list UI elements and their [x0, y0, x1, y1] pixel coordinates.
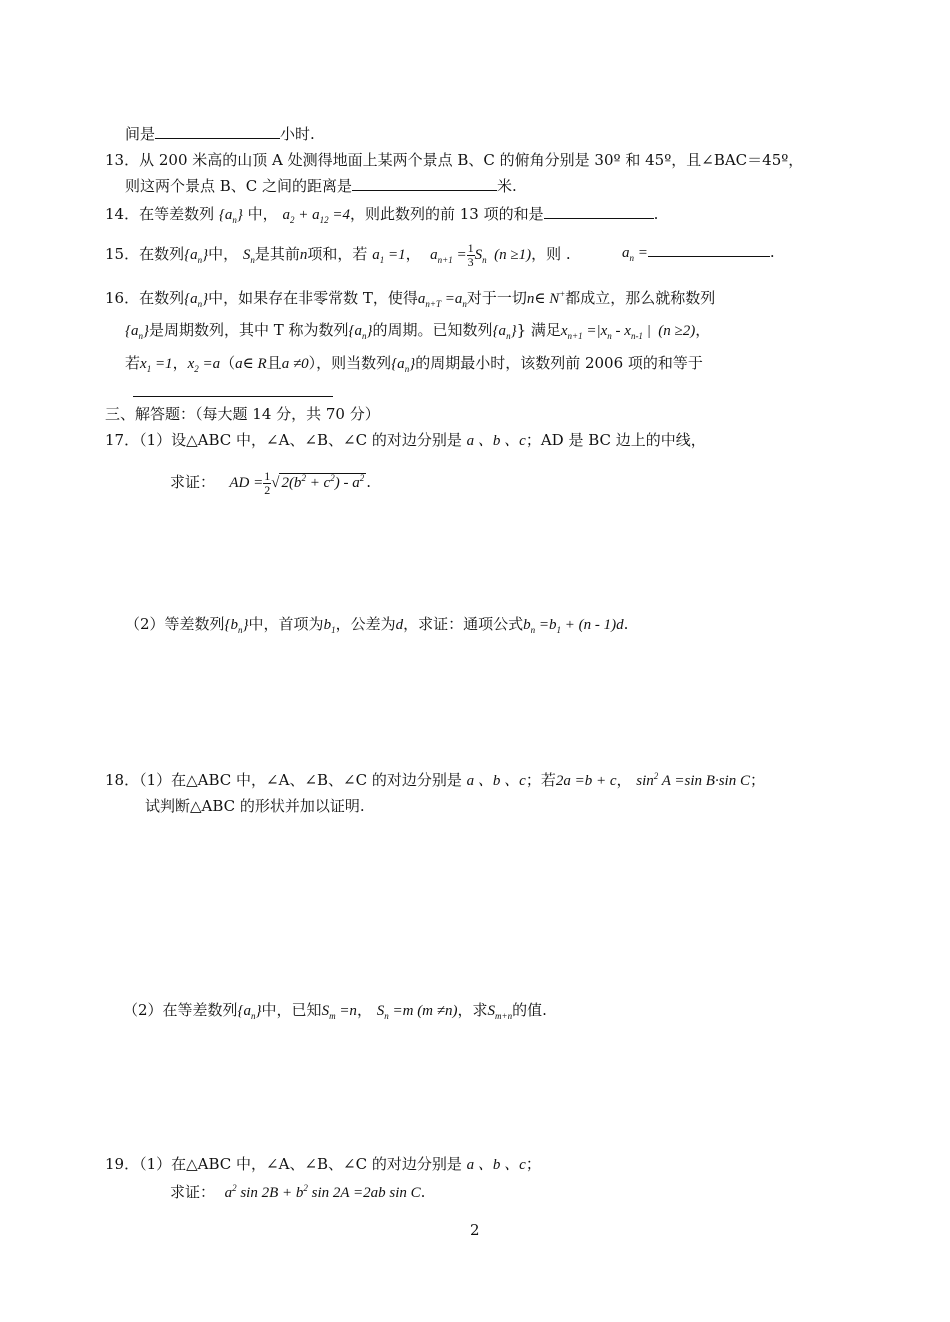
q16-l2-d: } 满足	[516, 321, 561, 339]
q16-x1: $x_1 =1$	[140, 356, 173, 374]
q19-prove: 求证：	[170, 1183, 216, 1201]
q15-blank[interactable]	[648, 242, 770, 257]
q16-l3-d: ），则当数列	[308, 354, 392, 372]
q18-p2-a: （2）在等差数列	[123, 1001, 238, 1019]
q17-d: d	[395, 617, 404, 633]
q16-l3-e: 的周期最小时，该数列前 2006 项的和等于	[415, 354, 703, 372]
q17-p2-a: （2）等差数列	[125, 615, 225, 633]
q16-l3-c: （	[220, 354, 236, 372]
q14-seq: $\{a_n\}$	[218, 207, 243, 225]
q16-seq4: $\{a_n\}$	[492, 323, 517, 341]
q13-text-b: 米.	[497, 177, 517, 195]
q15-n: n	[299, 246, 308, 263]
q16-line2: $\{a_n\}$是周期数列，其中 T 称为数列$\{a_n\}$的周期。已知数列$\{a_n\}$} 满足$x_{n+1} =|x_n - x_{n-1}$ | (n ≥2)，	[125, 321, 711, 341]
q15-line	[105, 242, 571, 269]
q18-p2-c: ，	[356, 1001, 372, 1019]
q17-p2-c: ，公差为	[335, 615, 396, 633]
q17-prove: 求证：	[170, 472, 216, 491]
q16-x2: $x_2 =a$	[187, 356, 221, 374]
q16-cond: a∈ R	[235, 356, 267, 372]
q15-text-e: ，	[405, 244, 421, 263]
q17-seq: $\{b_n\}$	[224, 617, 249, 635]
q12-text-a: 间是	[125, 125, 156, 143]
q15-answer: $a_n$ = .	[622, 243, 775, 263]
q18-p2-b: 中，已知	[261, 1001, 322, 1019]
q15-an: $a_n$ =	[622, 245, 648, 263]
q16-l3-b: ，	[172, 354, 188, 372]
q17-l1-a: 17．（1）设△ABC 中，∠A、∠B、∠C 的对边分别是	[105, 431, 462, 449]
q16-domain: n∈ N+	[526, 289, 566, 307]
q13-text-a: 则这两个景点 B、C 之间的距离是	[125, 177, 353, 195]
q18-p2-d: ，求	[457, 1001, 488, 1019]
q17-prove-line: 求证： AD = $\frac{1}{2}$ √ $2(b^2 + c^2) - a^2$ .	[170, 469, 371, 497]
q18-cond2: $\sin^2 A =\sin$ B·sin C	[636, 771, 750, 789]
q15-text-d: 项和，若	[307, 244, 368, 263]
q16-seq5: $\{a_n\}$	[391, 356, 416, 374]
q16-cond-and: 且	[266, 354, 282, 372]
q15-seq: $\{a_n\}$	[184, 246, 209, 265]
q14-text-d: .	[653, 205, 659, 223]
q17-p2-d: ，求证：通项公式	[403, 615, 524, 633]
q15-sn: $S_n$	[242, 246, 255, 265]
q18-p2-e: 的值.	[512, 1001, 547, 1019]
q19-abc: a 、b 、c	[466, 1157, 526, 1173]
q18-sm: $S_m =n$	[321, 1003, 357, 1021]
q17-general-term: $b_n =b_1 + (n - 1)d$	[523, 617, 624, 635]
q18-smn: $S_{m+n}$	[487, 1003, 513, 1021]
q17-formula: AD = $\frac{1}{2}$ √ $2(b^2 + c^2) - a^2$	[229, 469, 365, 497]
q15-text-g: .	[565, 244, 571, 263]
q16-seq2: $\{a_n\}$	[125, 323, 149, 341]
q16-seq3: $\{a_n\}$	[348, 323, 373, 341]
q15-text-b: 中，	[208, 244, 239, 263]
q16-blank[interactable]	[133, 396, 333, 397]
q13-line1: 13．从 200 米高的山顶 A 处测得地面上某两个景点 B、C 的俯角分别是 30º 和 45º，且∠BAC＝45º，	[105, 151, 804, 169]
q15-recurrence: $a_{n+1}$ = $\frac{1}{3}$ $S_n$ (n ≥1)	[430, 241, 532, 269]
q14-text-b: 中，	[247, 205, 278, 223]
q17-b1: $b_1$	[323, 617, 336, 635]
q17-p2-b: 中，首项为	[248, 615, 324, 633]
q18-seq: $\{a_n\}$	[237, 1003, 262, 1021]
q12-tail-line	[125, 124, 315, 144]
q18-line2: 试判断△ABC 的形状并加以证明.	[145, 797, 365, 815]
q16-l2-c: 的周期。已知数列	[372, 321, 493, 339]
q18-part2	[123, 1000, 547, 1021]
q17-l1-b: ；AD 是 BC 边上的中线，	[525, 431, 706, 449]
q17-abc: a 、b 、c	[466, 433, 526, 449]
q19-line1: 19．（1）在△ABC 中，∠A、∠B、∠C 的对边分别是 a 、b 、c；	[105, 1155, 541, 1173]
q18-sn: $S_n =m$ (m ≠n)	[376, 1003, 458, 1021]
q16-line3	[125, 353, 703, 374]
q19-prove-line: 求证： $a^2$ $\sin 2B + b^2$ sin 2A =2ab sin C.	[170, 1183, 426, 1201]
q18-l1-b: ；若	[525, 771, 556, 789]
q19-formula: $a^2$ $\sin 2B + b^2$ sin 2A =2ab sin C	[224, 1183, 421, 1201]
q13-line2	[125, 176, 517, 196]
q19-l1-a: 19．（1）在△ABC 中，∠A、∠B、∠C 的对边分别是	[105, 1155, 462, 1173]
q17-part2: （2）等差数列$\{b_n\}$中，首项为$b_1$，公差为d，求证：通项公式$b_n =b_1 + (n - 1)d$.	[125, 615, 629, 635]
q18-l1-a: 18．（1）在△ABC 中，∠A、∠B、∠C 的对边分别是	[105, 771, 462, 789]
q15-text-f: ，则	[531, 244, 562, 263]
q16-l3-a: 若	[125, 354, 141, 372]
q14-blank[interactable]	[544, 204, 654, 219]
q16-l1-c: 对于一切	[466, 289, 527, 307]
q16-l1-b: 中，如果存在非零常数 T，使得	[208, 289, 418, 307]
q16-line1	[105, 288, 715, 309]
section3-heading: 三、解答题：（每大题 14 分，共 70 分）	[105, 405, 380, 423]
q15-text-a: 15．在数列	[105, 244, 185, 263]
q16-period: $a_{n+T} =a_n$	[417, 291, 467, 309]
q18-cond1: 2a =b + c	[555, 773, 617, 789]
q14-line	[105, 204, 658, 225]
q12-text-b: 小时.	[280, 125, 315, 143]
q16-l2-b: 是周期数列，其中 T 称为数列	[149, 321, 349, 339]
q12-blank[interactable]	[155, 124, 280, 139]
q14-formula: $a_2 + a_{12} =4$	[282, 207, 350, 225]
q14-text-c: ，则此数列的前 13 项的和是	[349, 205, 544, 223]
q15-a1: $a_1 =1$	[372, 246, 406, 265]
q16-l1-a: 16．在数列	[105, 289, 185, 307]
q14-text-a: 14．在等差数列	[105, 205, 215, 223]
page-number: 2	[470, 1221, 480, 1239]
q13-blank[interactable]	[352, 176, 497, 191]
q18-abc: a 、b 、c	[466, 773, 526, 789]
q16-cond2: a ≠0	[281, 356, 309, 372]
q17-line1	[105, 430, 706, 451]
q15-text-c: 是其前	[254, 244, 300, 263]
q16-seq1: $\{a_n\}$	[184, 291, 209, 309]
q16-l1-d: 都成立，那么就称数列	[565, 289, 716, 307]
q16-recurrence: $x_{n+1} =|x_n - x_{n-1}$ | (n ≥2)	[560, 323, 696, 341]
q18-line1: 18．（1）在△ABC 中，∠A、∠B、∠C 的对边分别是 a 、b 、c；若2a =b + c， $\sin^2 A =\sin$ B·sin C；	[105, 771, 765, 789]
